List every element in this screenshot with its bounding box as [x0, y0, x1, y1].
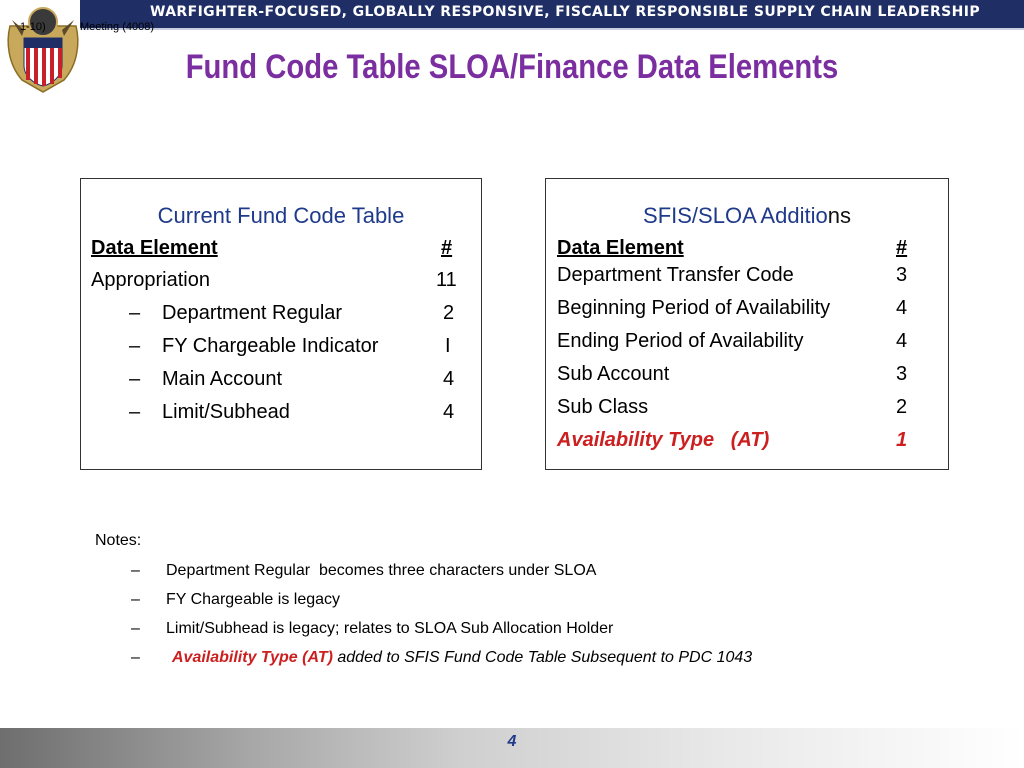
- left-row-label: Department Regular: [162, 302, 343, 324]
- note-item: Department Regular becomes three characters under SLOA: [166, 562, 597, 579]
- note-item-last: [172, 649, 752, 667]
- right-box-title-part2: ns: [827, 203, 851, 228]
- right-row-label: Sub Class: [557, 396, 649, 418]
- note-dash: –: [131, 649, 140, 666]
- right-row-label: Department Transfer Code: [557, 264, 794, 286]
- right-box-title: [546, 203, 948, 229]
- right-row-value: 4: [896, 330, 908, 352]
- note-item: FY Chargeable is legacy: [166, 591, 341, 608]
- overlay-label-meeting: Meeting (4008): [80, 21, 154, 33]
- right-row-value: 3: [896, 363, 908, 385]
- right-box-title-part1: SFIS/SLOA Additio: [643, 203, 828, 228]
- banner-text: WARFIGHTER-FOCUSED, GLOBALLY RESPONSIVE, FISCALLY RESPONSIBLE SUPPLY CHAIN LEADERSHIP: [149, 4, 981, 20]
- left-row-value: 11: [436, 269, 457, 291]
- page-number: 4: [507, 733, 517, 750]
- current-fund-code-table-box: [80, 178, 482, 470]
- note-rest: added to SFIS Fund Code Table Subsequent to PDC 1043: [337, 649, 753, 666]
- page-title: Fund Code Table SLOA/Finance Data Elements: [185, 48, 839, 86]
- dla-seal-icon: [4, 2, 82, 94]
- left-row-label: FY Chargeable Indicator: [162, 335, 379, 357]
- note-dash: –: [131, 591, 140, 608]
- right-row-value: 3: [896, 264, 908, 286]
- right-row-label: Ending Period of Availability: [557, 330, 804, 352]
- right-row-label: Beginning Period of Availability: [557, 297, 831, 319]
- right-row-value-highlight: 1: [896, 429, 908, 451]
- note-dash: –: [131, 620, 140, 637]
- right-row-value: 4: [896, 297, 908, 319]
- left-box-title: Current Fund Code Table: [157, 203, 405, 228]
- right-row-value: 2: [896, 396, 908, 418]
- left-row-value: 4: [443, 401, 455, 423]
- sfis-sloa-additions-box: [545, 178, 949, 470]
- left-row-dash: –: [129, 401, 141, 423]
- right-row-label: Sub Account: [557, 363, 670, 385]
- note-highlight: Availability Type (AT): [172, 649, 333, 666]
- left-header-count: #: [441, 237, 453, 259]
- note-item: Limit/Subhead is legacy; relates to SLOA Sub Allocation Holder: [166, 620, 614, 637]
- note-dash: –: [131, 562, 140, 579]
- left-row-label: Limit/Subhead: [162, 401, 290, 423]
- left-row-label: Appropriation: [91, 269, 210, 291]
- left-row-value: 2: [443, 302, 455, 324]
- right-header-count: #: [896, 237, 908, 259]
- left-header-data-element: Data Element: [91, 237, 218, 259]
- left-row-value: I: [445, 335, 451, 357]
- overlay-label-left: 1-10): [20, 21, 46, 33]
- left-row-dash: –: [129, 335, 141, 357]
- right-header-data-element: Data Element: [557, 237, 684, 259]
- left-row-value: 4: [443, 368, 455, 390]
- left-row-dash: –: [129, 368, 141, 390]
- notes-heading: Notes:: [95, 532, 142, 549]
- left-row-label: Main Account: [162, 368, 283, 390]
- right-row-label-highlight: Availability Type (AT): [557, 429, 770, 451]
- top-banner: [80, 0, 1024, 30]
- left-row-dash: –: [129, 302, 141, 324]
